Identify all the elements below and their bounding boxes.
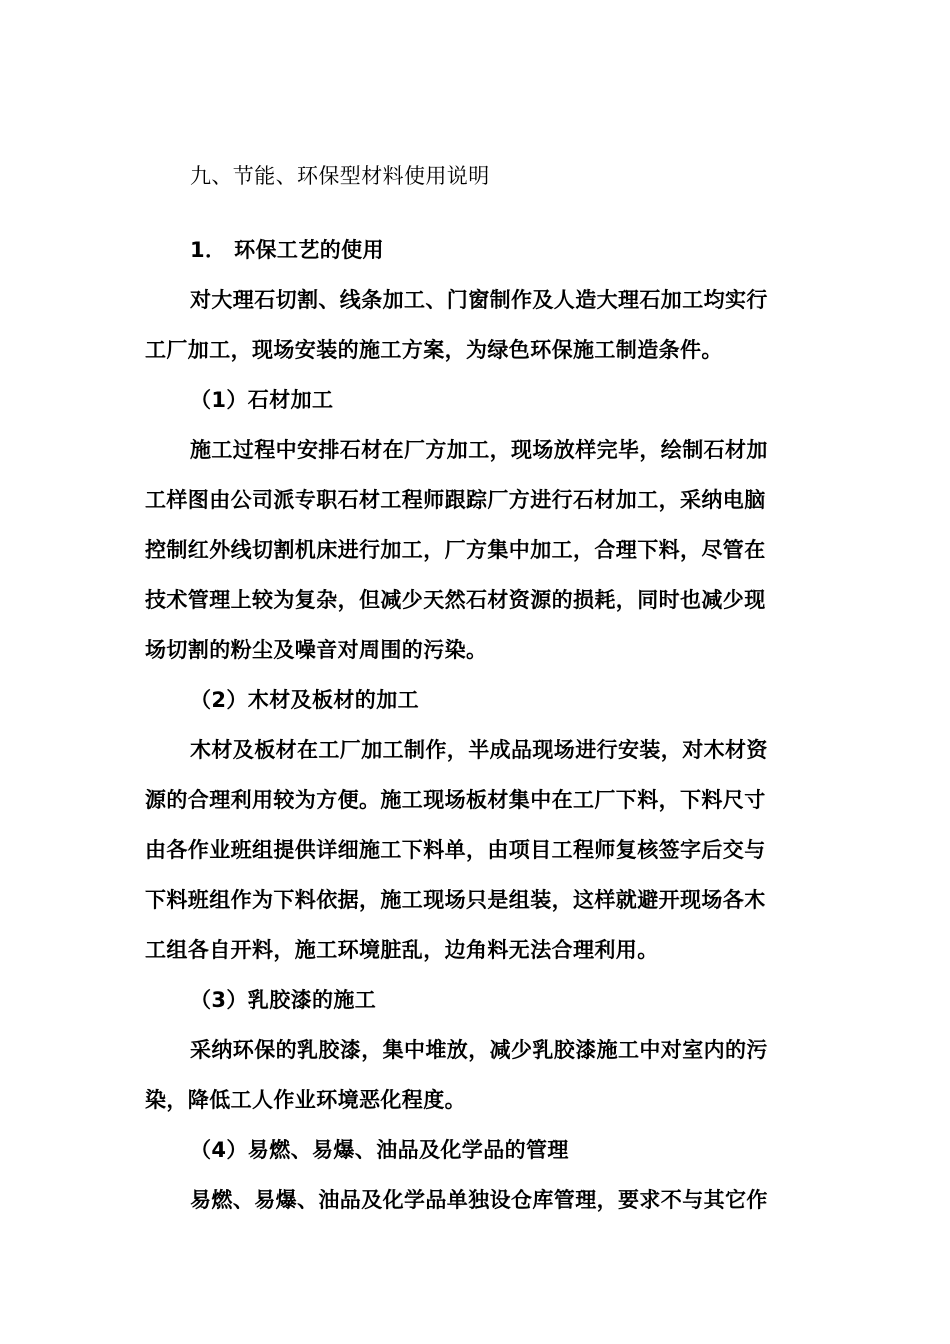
subsection-4-title: （4）易燃、易爆、油品及化学品的管理 <box>190 1138 569 1162</box>
section-1-title: 1． 环保工艺的使用 <box>190 238 384 262</box>
sub4-line-1: 易燃、易爆、油品及化学品单独设仓库管理，要求不与其它作 <box>190 1188 768 1212</box>
sub1-line-5: 场切割的粉尘及噪音对周围的污染。 <box>145 638 488 662</box>
sub1-line-3: 控制红外线切割机床进行加工，厂方集中加工，合理下料，尽管在 <box>145 538 766 562</box>
document-heading: 九、节能、环保型材料使用说明 <box>190 164 490 188</box>
sub1-line-4: 技术管理上较为复杂，但减少天然石材资源的损耗，同时也减少现 <box>145 588 766 612</box>
subsection-1-title: （1）石材加工 <box>190 388 334 412</box>
sub3-line-1: 采纳环保的乳胶漆，集中堆放，减少乳胶漆施工中对室内的污 <box>190 1038 768 1062</box>
intro-line-2: 工厂加工，现场安装的施工方案，为绿色环保施工制造条件。 <box>145 338 723 362</box>
sub2-line-5: 工组各自开料，施工环境脏乱，边角料无法合理利用。 <box>145 938 659 962</box>
sub2-line-3: 由各作业班组提供详细施工下料单，由项目工程师复核签字后交与 <box>145 838 766 862</box>
subsection-3-title: （3）乳胶漆的施工 <box>190 988 377 1012</box>
sub2-line-2: 源的合理利用较为方便。施工现场板材集中在工厂下料，下料尺寸 <box>145 788 766 812</box>
subsection-2-title: （2）木材及板材的加工 <box>190 688 420 712</box>
sub2-line-4: 下料班组作为下料依据，施工现场只是组装，这样就避开现场各木 <box>145 888 766 912</box>
intro-line-1: 对大理石切割、线条加工、门窗制作及人造大理石加工均实行 <box>190 288 768 312</box>
sub3-line-2: 染，降低工人作业环境恶化程度。 <box>145 1088 466 1112</box>
sub1-line-2: 工样图由公司派专职石材工程师跟踪厂方进行石材加工，采纳电脑 <box>145 488 766 512</box>
sub1-line-1: 施工过程中安排石材在厂方加工，现场放样完毕，绘制石材加 <box>190 438 768 462</box>
sub2-line-1: 木材及板材在工厂加工制作，半成品现场进行安装，对木材资 <box>190 738 768 762</box>
